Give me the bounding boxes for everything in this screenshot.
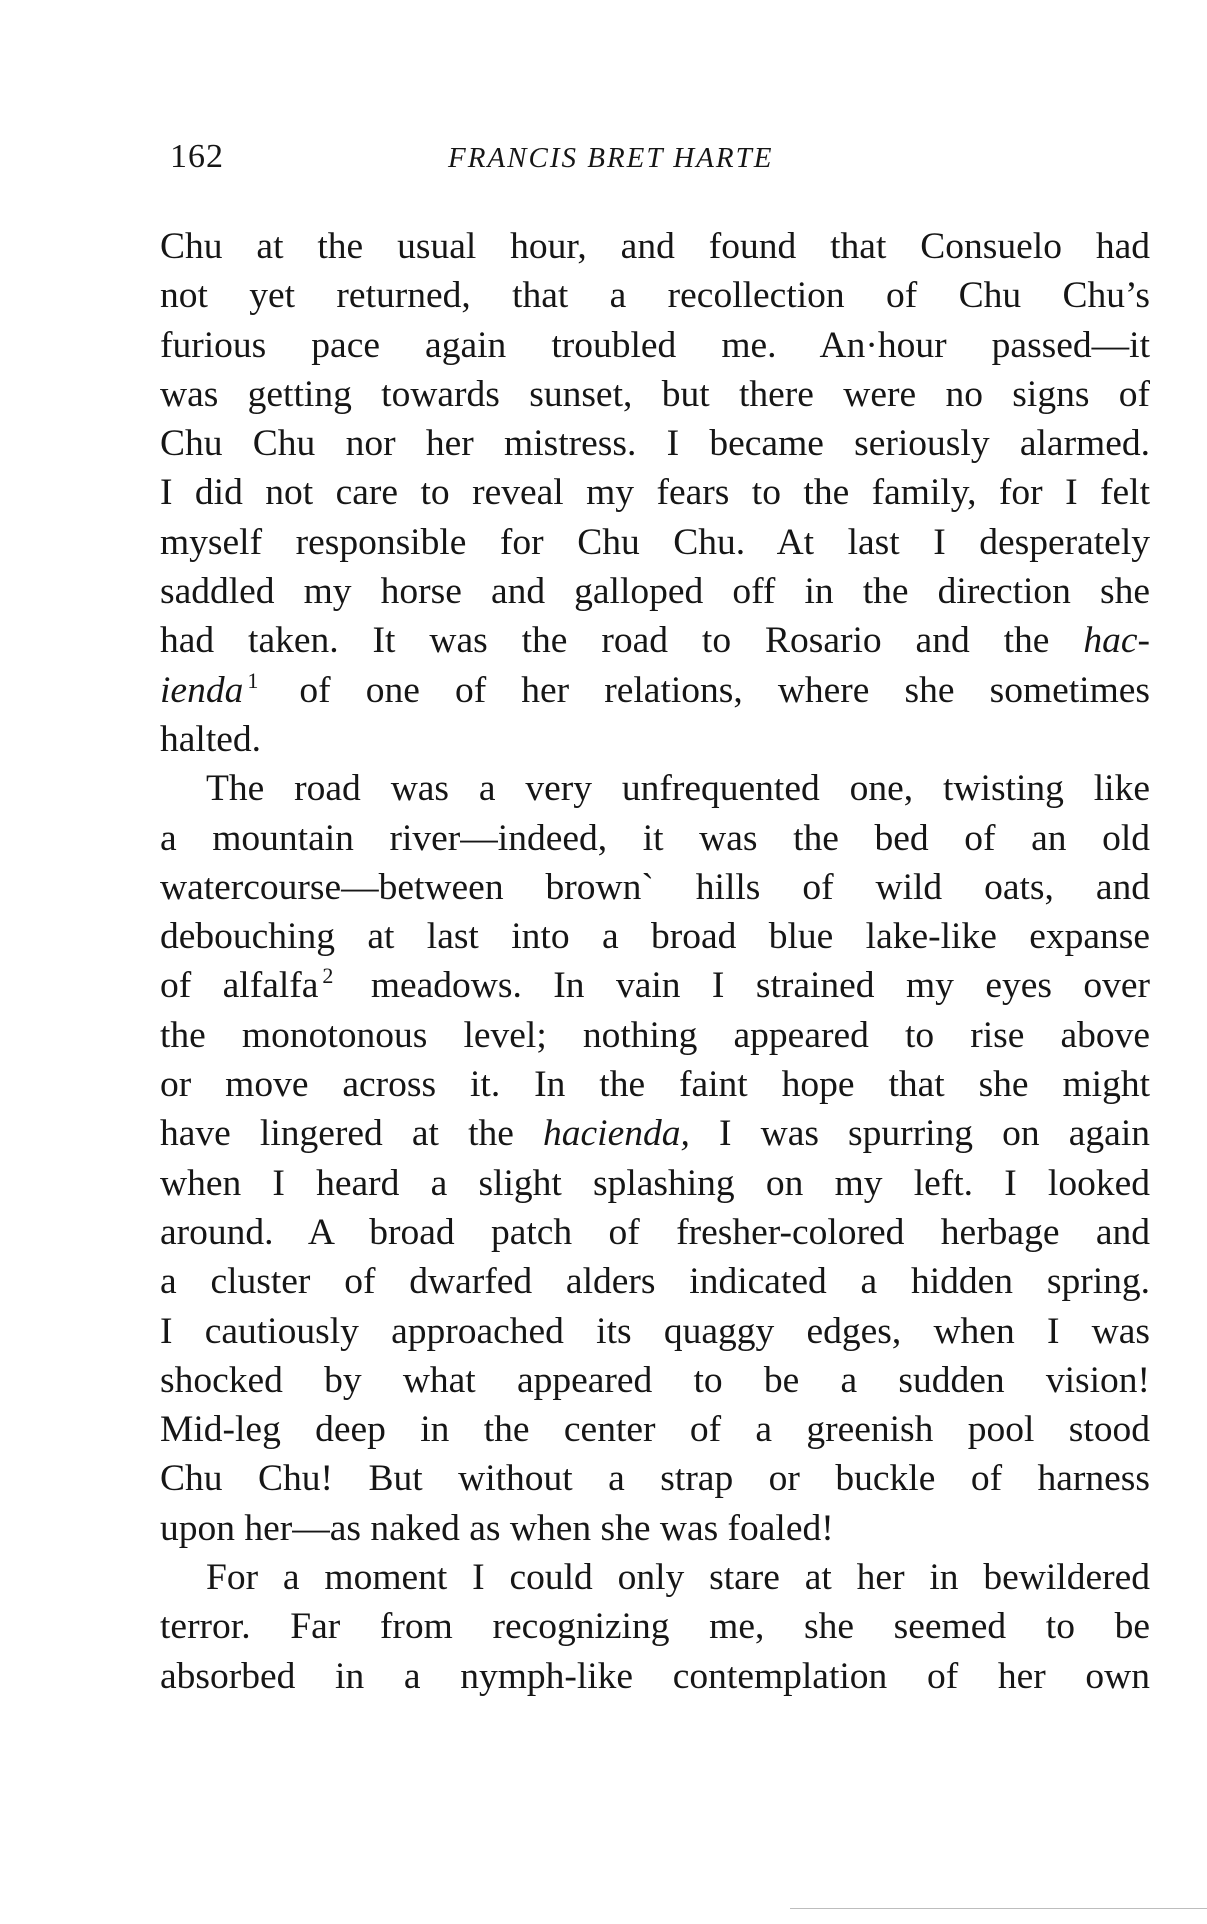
text-run: I was spurring on again [689,1113,1150,1155]
text-line: shocked by what appeared to be a sudden vision! [160,1359,1150,1401]
italic-word: hacienda, [543,1113,690,1155]
text-line: Chu Chu nor her mistress. I became seriously alarmed. [160,423,1150,465]
italic-word: ienda [160,669,244,711]
running-head [158,138,1148,188]
text-line: saddled my horse and galloped off in the direction she [160,571,1150,613]
footnote-mark: 2 [322,963,334,989]
text-line: The road was a very unfrequented one, twisting like [206,768,1150,810]
text-line: watercourse—between brown` hills of wild oats, and [160,866,1150,908]
text-line: absorbed in a nymph-like contemplation of her own [160,1655,1150,1697]
text-line: not yet returned, that a recollection of Chu Chu’s [160,275,1150,317]
text-line: Chu at the usual hour, and found that Consuelo had [160,226,1150,267]
text-line: terror. Far from recognizing me, she seemed to be [160,1606,1150,1648]
text-run: of one of her relations, where she sometimes [264,669,1150,711]
text-line: furious pace again troubled me. An·hour passed—it [160,324,1150,366]
bottom-edge-rule [790,1908,1207,1909]
text-line: myself responsible for Chu Chu. At last I desperately [160,521,1150,563]
text-line [160,1109,1150,1158]
body-text [160,222,1150,1701]
text-line [160,666,1150,715]
text-line: upon her—as naked as when she was foaled! [160,1507,834,1549]
text-run: meadows. In vain I strained my eyes over [339,965,1151,1007]
running-title: FRANCIS BRET HARTE [448,142,774,174]
text-line: the monotonous level; nothing appeared to rise above [160,1014,1150,1056]
text-line: Mid-leg deep in the center of a greenish pool stood [160,1409,1150,1451]
text-line: I did not care to reveal my fears to the family, for I felt [160,472,1150,514]
text-line: a cluster of dwarfed alders indicated a hidden spring. [160,1261,1150,1303]
text-line: Chu Chu! But without a strap or buckle of harness [160,1458,1150,1500]
text-run: have lingered at the [160,1113,544,1155]
text-line: halted. [160,718,262,760]
italic-word: hac- [1083,620,1150,662]
text-line: was getting towards sunset, but there were no signs of [160,373,1150,415]
paragraph-1 [160,222,1150,764]
text-line: a mountain river—indeed, it was the bed of an old [160,817,1150,859]
text-line: around. A broad patch of fresher-colored herbage and [160,1211,1150,1253]
text-line [160,616,1150,665]
text-line: or move across it. In the faint hope that she might [160,1064,1150,1106]
text-line: debouching at last into a broad blue lake-like expanse [160,916,1150,958]
page-number: 162 [170,138,224,175]
paragraph-2 [160,764,1150,1553]
text-line: For a moment I could only stare at her in bewildered [206,1557,1150,1599]
text-run: had taken. It was the road to Rosario and the [160,620,1084,662]
text-run: of alfalfa [160,965,319,1007]
paragraph-3 [160,1553,1150,1701]
text-line [160,961,1150,1010]
text-line: I cautiously approached its quaggy edges, when I was [160,1310,1150,1352]
footnote-mark: 1 [247,667,259,693]
text-line: when I heard a slight splashing on my left. I looked [160,1162,1150,1204]
